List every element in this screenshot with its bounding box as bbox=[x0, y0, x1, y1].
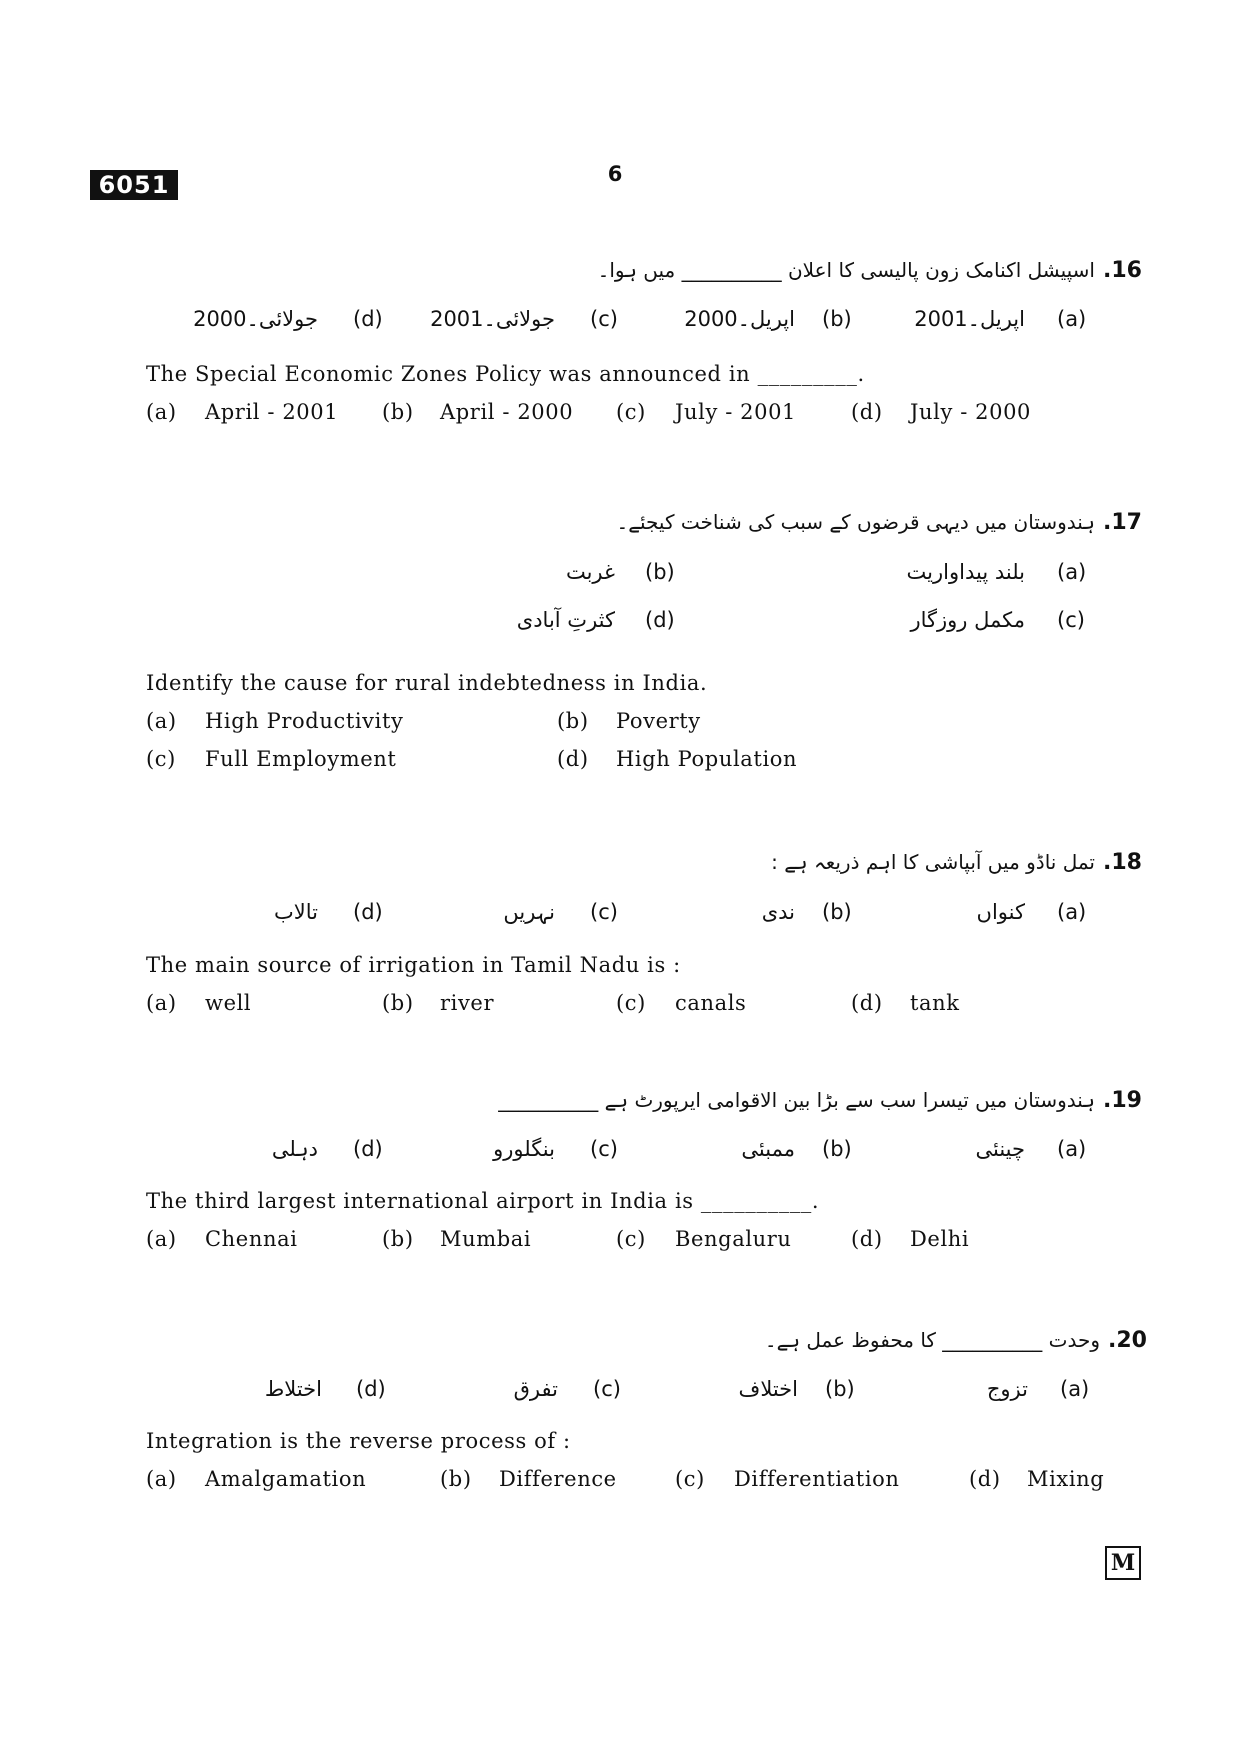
english-option-label: (b) bbox=[382, 400, 414, 424]
question-number: .17 bbox=[1103, 510, 1142, 535]
urdu-option-text: کثرتِ آبادی bbox=[516, 608, 615, 632]
urdu-option-label: (c) bbox=[590, 900, 618, 924]
english-option-label: (b) bbox=[382, 1227, 414, 1251]
english-option-text: July - 2000 bbox=[910, 400, 1032, 424]
urdu-question: تمل ناڈو میں آبپاشی کا اہم ذریعہ ہے : bbox=[771, 850, 1095, 874]
urdu-option-text: اختلاط bbox=[264, 1377, 322, 1401]
english-option-label: (b) bbox=[440, 1467, 472, 1491]
english-option-text: April - 2001 bbox=[205, 400, 339, 424]
english-option-text: July - 2001 bbox=[675, 400, 797, 424]
english-option-label: (d) bbox=[851, 991, 883, 1015]
urdu-option-label: (c) bbox=[593, 1377, 621, 1401]
urdu-option-label: (c) bbox=[1057, 608, 1085, 632]
question-number: .18 bbox=[1103, 850, 1142, 875]
english-option-text: Mixing bbox=[1027, 1467, 1105, 1491]
urdu-option-label: (b) bbox=[822, 307, 852, 331]
urdu-option-text: اپریل۔2001 bbox=[914, 307, 1025, 331]
urdu-option-text: نہریں bbox=[503, 900, 555, 924]
urdu-option-text: ندی bbox=[761, 900, 795, 924]
english-option-text: Chennai bbox=[205, 1227, 298, 1251]
english-option-label: (c) bbox=[675, 1467, 705, 1491]
urdu-question: اسپیشل اکنامک زون پالیسی کا اعلان __________ میں ہوا۔ bbox=[597, 258, 1095, 282]
paper-code: 6051 bbox=[90, 170, 178, 200]
english-option-label: (d) bbox=[851, 400, 883, 424]
urdu-option-label: (a) bbox=[1057, 900, 1087, 924]
english-option-text: Full Employment bbox=[205, 747, 397, 771]
urdu-option-text: چینئی bbox=[975, 1137, 1025, 1161]
english-question: The main source of irrigation in Tamil Nadu is : bbox=[146, 953, 681, 977]
urdu-option-label: (b) bbox=[822, 900, 852, 924]
english-option-text: tank bbox=[910, 991, 960, 1015]
urdu-option-label: (d) bbox=[353, 1137, 383, 1161]
english-option-label: (c) bbox=[146, 747, 176, 771]
urdu-option-text: ممبئی bbox=[741, 1137, 795, 1161]
english-option-label: (a) bbox=[146, 709, 177, 733]
urdu-option-label: (d) bbox=[353, 307, 383, 331]
urdu-question: وحدت __________ کا محفوظ عمل ہے۔ bbox=[764, 1328, 1100, 1352]
english-option-text: High Productivity bbox=[205, 709, 404, 733]
urdu-option-label: (a) bbox=[1060, 1377, 1090, 1401]
question-number: .19 bbox=[1103, 1088, 1142, 1113]
english-option-text: well bbox=[205, 991, 252, 1015]
english-option-text: Poverty bbox=[616, 709, 701, 733]
english-option-text: High Population bbox=[616, 747, 798, 771]
english-option-text: Bengaluru bbox=[675, 1227, 792, 1251]
english-question: Identify the cause for rural indebtedness in India. bbox=[146, 671, 708, 695]
english-option-label: (c) bbox=[616, 991, 646, 1015]
page-number: 6 bbox=[607, 162, 623, 186]
english-question: The Special Economic Zones Policy was announced in _________. bbox=[146, 362, 865, 386]
english-option-text: April - 2000 bbox=[440, 400, 574, 424]
urdu-option-text: اپریل۔2000 bbox=[684, 307, 795, 331]
urdu-option-text: اختلاف bbox=[738, 1377, 798, 1401]
urdu-option-label: (b) bbox=[822, 1137, 852, 1161]
english-option-text: river bbox=[440, 991, 495, 1015]
english-option-text: Amalgamation bbox=[205, 1467, 367, 1491]
medium-marker: M bbox=[1105, 1546, 1141, 1580]
english-option-text: Difference bbox=[499, 1467, 617, 1491]
urdu-option-label: (d) bbox=[356, 1377, 386, 1401]
urdu-option-label: (a) bbox=[1057, 1137, 1087, 1161]
english-option-label: (a) bbox=[146, 1227, 177, 1251]
urdu-option-text: جولائی۔2000 bbox=[193, 307, 318, 331]
english-option-label: (a) bbox=[146, 1467, 177, 1491]
question-number: .20 bbox=[1108, 1328, 1147, 1353]
english-option-label: (d) bbox=[557, 747, 589, 771]
english-option-label: (c) bbox=[616, 1227, 646, 1251]
urdu-option-label: (b) bbox=[825, 1377, 855, 1401]
english-option-text: Mumbai bbox=[440, 1227, 532, 1251]
urdu-option-text: بنگلورو bbox=[493, 1137, 555, 1161]
urdu-option-text: تفرق bbox=[513, 1377, 558, 1401]
urdu-option-label: (a) bbox=[1057, 560, 1087, 584]
urdu-option-label: (d) bbox=[353, 900, 383, 924]
urdu-option-text: غربت bbox=[565, 560, 615, 584]
english-option-label: (c) bbox=[616, 400, 646, 424]
question-number: .16 bbox=[1103, 258, 1142, 283]
urdu-question: ہندوستان میں تیسرا سب سے بڑا بین الاقوامی ایرپورٹ ہے __________ bbox=[498, 1088, 1095, 1112]
urdu-question: ہندوستان میں دیہی قرضوں کے سبب کی شناخت کیجئے۔ bbox=[616, 510, 1095, 534]
english-question: Integration is the reverse process of : bbox=[146, 1429, 571, 1453]
urdu-option-label: (d) bbox=[645, 608, 675, 632]
english-option-label: (a) bbox=[146, 991, 177, 1015]
urdu-option-text: تزوج bbox=[986, 1377, 1028, 1401]
urdu-option-label: (c) bbox=[590, 307, 618, 331]
english-option-label: (d) bbox=[851, 1227, 883, 1251]
urdu-option-text: بلند پیداواریت bbox=[906, 560, 1025, 584]
urdu-option-text: جولائی۔2001 bbox=[430, 307, 555, 331]
urdu-option-text: کنواں bbox=[976, 900, 1025, 924]
english-question: The third largest international airport in India is __________. bbox=[146, 1189, 820, 1213]
english-option-label: (d) bbox=[969, 1467, 1001, 1491]
english-option-text: Delhi bbox=[910, 1227, 970, 1251]
urdu-option-text: مکمل روزگار bbox=[910, 608, 1025, 632]
urdu-option-label: (b) bbox=[645, 560, 675, 584]
english-option-text: Differentiation bbox=[734, 1467, 900, 1491]
english-option-text: canals bbox=[675, 991, 747, 1015]
urdu-option-label: (a) bbox=[1057, 307, 1087, 331]
english-option-label: (a) bbox=[146, 400, 177, 424]
english-option-label: (b) bbox=[382, 991, 414, 1015]
urdu-option-text: دہلی bbox=[271, 1137, 318, 1161]
urdu-option-text: تالاب bbox=[274, 900, 318, 924]
english-option-label: (b) bbox=[557, 709, 589, 733]
urdu-option-label: (c) bbox=[590, 1137, 618, 1161]
